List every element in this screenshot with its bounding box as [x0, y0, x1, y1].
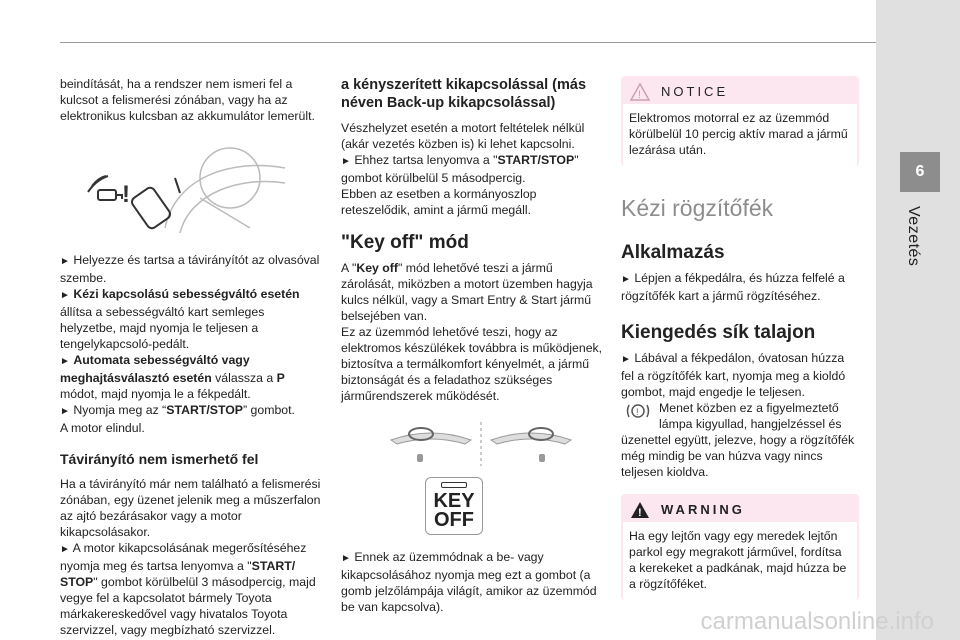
- chapter-number-badge[interactable]: 6: [900, 152, 940, 192]
- svg-text:!: !: [122, 181, 130, 208]
- key-off-mode-heading: "Key off" mód: [341, 232, 469, 253]
- steering-wheel-icon: [381, 420, 581, 468]
- key-off-term: Key off: [356, 261, 398, 275]
- release-text: Lábával a fékpedálon, óvatosan húzza fel a rögzítőfék kart, nyomja meg a kioldó gombot, majd engedje le teljesen.: [621, 351, 846, 399]
- indicator-lamp-icon: [441, 482, 467, 488]
- bullet-arrow-icon: ►: [341, 553, 351, 564]
- warning-triangle-icon: [629, 500, 651, 520]
- start-stop-label-3: START/STOP: [497, 153, 575, 167]
- remote-not-recognized-paragraph: Ha a távirányító már nem található a felismerési zónában, egy üzenet jelenik meg a műszerfalon az ajtó bezárásakor vagy a motor kikapcsolásakor.: [60, 477, 321, 539]
- key-off-paragraph-2: Ez az üzemmód lehetővé teszi, hogy az elektromos készülékek továbbra is működjenek, biztosítva a termálkomfort kényelmét, a jármű biztonságát és a feladathoz szükséges járműrendszerek működését.: [341, 325, 603, 403]
- header-rule: [60, 42, 940, 43]
- bullet-arrow-icon: ►: [621, 354, 631, 365]
- key-off-toggle-text: Ennek az üzemmódnak a be- vagy kikapcsolásához nyomja meg ezt a gombot (a gomb jelzőlámpája világít, amikor az üzemmód be van kapcsolva).: [341, 550, 597, 614]
- warning-box: [621, 494, 859, 600]
- bullet-arrow-icon: ►: [60, 356, 70, 367]
- bullet-arrow-icon: ►: [60, 290, 70, 301]
- column-2: [341, 76, 603, 615]
- remote-reader-illustration: [80, 138, 290, 238]
- manual-gearbox-label: Kézi kapcsolású sebességváltó esetén: [73, 287, 300, 301]
- svg-text:!: !: [638, 89, 642, 101]
- column-1: [60, 76, 322, 638]
- steering-column-icon: [80, 138, 290, 238]
- warning-title: WARNING: [661, 502, 745, 517]
- key-off-button-line2: OFF: [434, 509, 474, 531]
- start-stop-label-2: START/ STOP: [60, 559, 296, 589]
- notice-box: [621, 76, 859, 166]
- hold-start-text-a: Ehhez tartsa lenyomva a ": [354, 153, 498, 167]
- bullet-arrow-icon: ►: [60, 256, 70, 267]
- bullet-arrow-icon: ►: [621, 274, 631, 285]
- column-lock-text: Ebben az esetben a kormányoszlop reteszelődik, amint a jármű megáll.: [341, 187, 537, 217]
- forced-stop-paragraph: Vészhelyzet esetén a motort feltételek nélkül (akár vezetés közben is) ki lehet kapcsolni.: [341, 121, 585, 151]
- key-off-button-line1: KEY: [433, 490, 475, 512]
- parking-brake-lamp-icon: [625, 402, 651, 420]
- press-start-text-b: ” gombot.: [243, 403, 295, 417]
- release-heading: Kiengedés sík talajon: [621, 322, 816, 343]
- key-off-text-b: " mód lehetővé teszi a jármű zárolását, miközben a motort üzemben hagyja kulcs nélkül, vagy a Smart Entry & Start jármű belsejében van.: [341, 261, 593, 323]
- confirm-stop-text-a: A motor kikapcsolásának megerősítéséhez nyomja meg és tartsa lenyomva a ": [60, 541, 307, 573]
- automatic-gearbox-label: Automata sebességváltó vagy meghajtásválasztó esetén: [60, 353, 250, 385]
- key-off-button[interactable]: [425, 477, 483, 535]
- notice-text: Elektromos motorral ez az üzemmód körülbelül 10 percig aktív marad a jármű lezárása után.: [623, 104, 857, 166]
- start-stop-label: START/STOP: [166, 403, 244, 417]
- press-start-text-a: Nyomja meg az “: [73, 403, 167, 417]
- notice-title: NOTICE: [661, 84, 729, 99]
- steering-wheels-illustration: [381, 420, 581, 468]
- svg-text:!: !: [638, 507, 642, 519]
- warning-lamp-text: Menet közben ez a figyelmeztető lámpa kigyullad, hangjelzéssel és üzenettel együtt, jelezve, hogy a rögzítőfék még mindig be van húzva vagy nincs teljesen kioldva.: [621, 401, 855, 479]
- manual-gearbox-text: állítsa a sebességváltó kart semleges helyzetbe, majd nyomja le teljesen a tengelykapcsoló-pedált.: [60, 305, 265, 351]
- notice-triangle-icon: [629, 82, 651, 102]
- chapter-sidebar: [876, 0, 960, 640]
- engine-starts-text: A motor elindul.: [60, 421, 145, 435]
- automatic-gearbox-text-a: válassza a: [211, 371, 277, 385]
- watermark: carmanualsonline.info: [700, 608, 934, 635]
- apply-heading: Alkalmazás: [621, 242, 725, 263]
- remote-not-recognized-heading: Távirányító nem ismerhető fel: [60, 451, 259, 467]
- handbrake-heading: Kézi rögzítőfék: [621, 195, 774, 221]
- hold-start-text-b: " gombot körülbelül 5 másodpercig.: [341, 153, 579, 185]
- intro-paragraph: beindítását, ha a rendszer nem ismeri fel a kulcsot a felismerési zónában, vagy ha az elektronikus kulcsban az akkumulátor lemerült.: [60, 77, 315, 123]
- confirm-stop-text-b: " gombot körülbelül 3 másodpercig, majd vegye fel a kapcsolatot bármely Toyota márkakereskedővel vagy hivatalos Toyota szervizzel, vagy megbízható szervizzel.: [60, 575, 316, 637]
- park-mode-letter: P: [276, 371, 285, 385]
- forced-stop-heading: a kényszerített kikapcsolással (más néven Back-up kikapcsolással): [341, 77, 587, 111]
- step-hold-remote: Helyezze és tartsa a távirányítót az olvasóval szembe.: [60, 253, 320, 285]
- bullet-arrow-icon: ►: [60, 406, 70, 417]
- bullet-arrow-icon: ►: [60, 544, 70, 555]
- automatic-gearbox-text-b: módot, majd nyomja le a fékpedált.: [60, 387, 251, 401]
- warning-text: Ha egy lejtőn vagy egy meredek lejtőn parkol egy megrakott járművel, fordítsa a kerekeket a padkának, majd húzza be a rögzítőféket.: [623, 522, 857, 600]
- svg-text:!: !: [636, 407, 639, 417]
- apply-text: Lépjen a fékpedálra, és húzza felfelé a rögzítőfék kart a jármű rögzítéséhez.: [621, 271, 845, 303]
- key-off-text-a: A ": [341, 261, 357, 275]
- bullet-arrow-icon: ►: [341, 156, 351, 167]
- column-3: [621, 76, 859, 602]
- chapter-title[interactable]: Vezetés: [905, 206, 922, 267]
